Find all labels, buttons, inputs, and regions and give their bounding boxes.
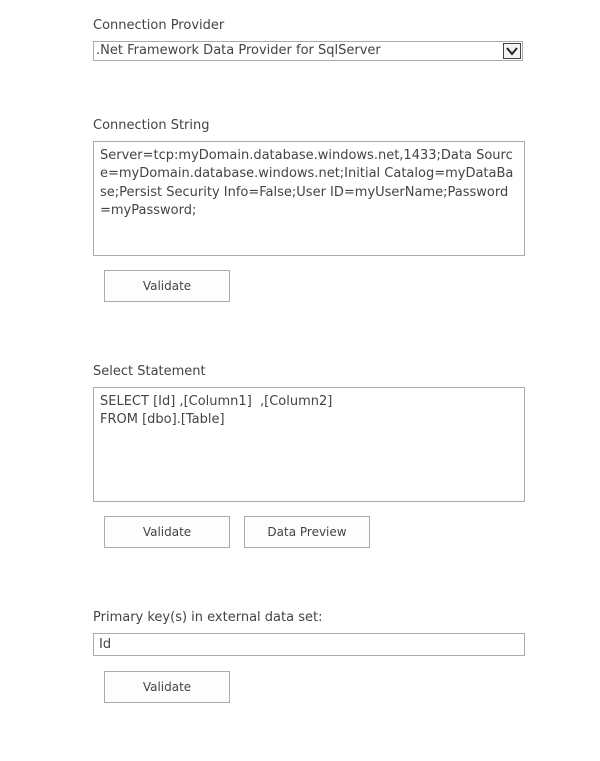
validate-select-button[interactable]: Validate — [104, 516, 230, 548]
data-preview-button[interactable]: Data Preview — [244, 516, 370, 548]
validate-primary-keys-button[interactable]: Validate — [104, 671, 230, 703]
connection-provider-select[interactable] — [93, 41, 523, 61]
validate-connection-button[interactable]: Validate — [104, 270, 230, 302]
connection-string-label: Connection String — [93, 118, 210, 133]
chevron-down-icon[interactable] — [503, 43, 521, 59]
select-statement-textarea[interactable]: SELECT [Id] ,[Column1] ,[Column2] FROM [dbo].[Table] — [93, 387, 525, 502]
select-statement-label: Select Statement — [93, 364, 206, 379]
connection-string-textarea[interactable]: Server=tcp:myDomain.database.windows.net,1433;Data Source=myDomain.database.windows.net;Initial Catalog=myDataBase;Persist Security Info=False;User ID=myUserName;Password=myPassword; — [93, 141, 525, 256]
connection-provider-value: .Net Framework Data Provider for SqlServer — [96, 43, 381, 58]
connection-provider-label: Connection Provider — [93, 18, 225, 33]
primary-keys-input[interactable]: Id — [93, 633, 525, 656]
primary-keys-label: Primary key(s) in external data set: — [93, 610, 323, 625]
